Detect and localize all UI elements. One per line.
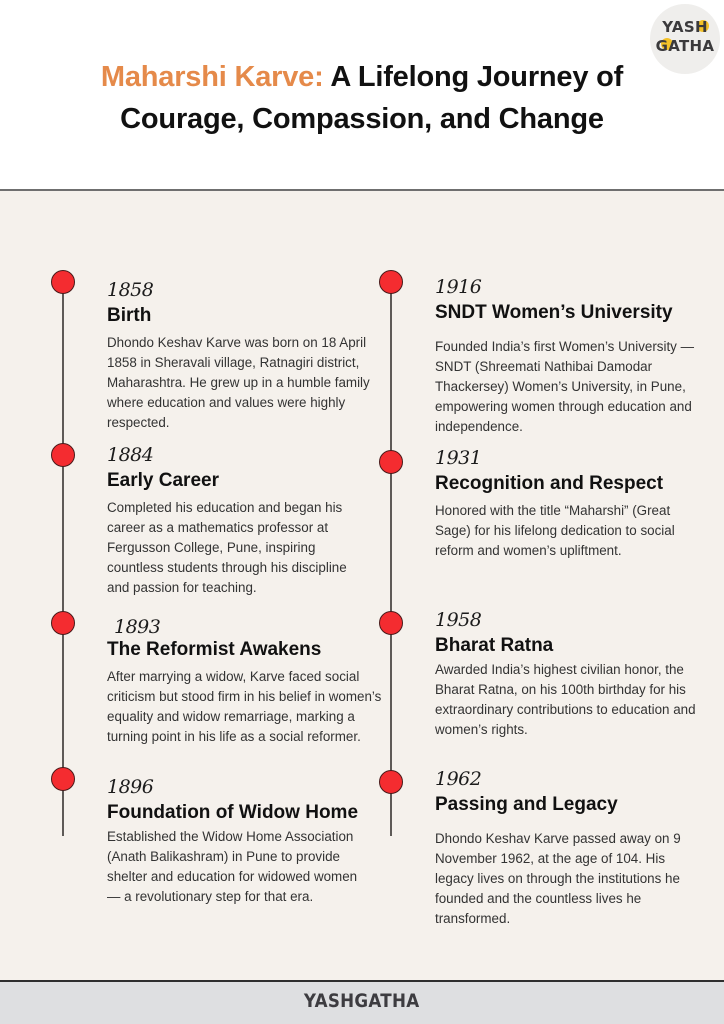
yashgatha-logo bbox=[650, 4, 720, 74]
event-description: Dhondo Keshav Karve was born on 18 April 1858 in Sheravali village, Ratnagiri district, Maharashtra. He grew up in a humble family where education and values were highly respected. bbox=[107, 335, 370, 430]
header bbox=[0, 0, 724, 189]
timeline-marker bbox=[379, 450, 403, 474]
event-title: Passing and Legacy bbox=[435, 794, 618, 815]
timeline-event-1931 bbox=[435, 447, 695, 561]
timeline-event-1858 bbox=[107, 279, 377, 433]
event-year: 1931 bbox=[435, 447, 482, 469]
timeline-event-1958 bbox=[435, 609, 715, 740]
logo-line2: GATHA bbox=[655, 37, 715, 55]
footer bbox=[0, 982, 724, 1024]
title-accent: Maharshi Karve: bbox=[100, 61, 324, 93]
event-year: 1884 bbox=[107, 444, 154, 466]
timeline-event-1884 bbox=[107, 444, 372, 598]
timeline-event-1893 bbox=[107, 616, 382, 747]
timeline-line-right bbox=[390, 282, 392, 836]
timeline-marker bbox=[379, 270, 403, 294]
event-description: Honored with the title “Maharshi” (Great Sage) for his lifelong dedication to social reform and women’s upliftment. bbox=[435, 503, 675, 558]
footer-brand: YASHGATHA bbox=[304, 990, 420, 1012]
title-rest: A Lifelong Journey of bbox=[323, 61, 624, 93]
timeline-event-1896 bbox=[107, 776, 372, 907]
event-description: Dhondo Keshav Karve passed away on 9 November 1962, at the age of 104. His legacy lives on through the institutions he founded and the countless lives he transformed. bbox=[435, 831, 681, 926]
event-year: 1896 bbox=[107, 776, 154, 798]
event-title: Bharat Ratna bbox=[435, 635, 554, 656]
timeline-marker bbox=[51, 270, 75, 294]
timeline-content bbox=[0, 191, 724, 980]
event-description: Completed his education and began his career as a mathematics professor at Fergusson College, Pune, inspiring countless students through his discipline and passion for teaching. bbox=[107, 500, 347, 595]
timeline-event-1962 bbox=[435, 768, 705, 929]
timeline-marker bbox=[51, 611, 75, 635]
event-title: SNDT Women’s University bbox=[435, 302, 673, 323]
event-description: After marrying a widow, Karve faced social criticism but stood firm in his belief in women’s equality and widow remarriage, marking a turning point in his life as a social reformer. bbox=[107, 669, 382, 744]
event-title: Foundation of Widow Home bbox=[107, 802, 359, 823]
timeline-marker bbox=[51, 767, 75, 791]
logo-line1: YASH bbox=[662, 18, 708, 36]
event-title: The Reformist Awakens bbox=[107, 639, 322, 660]
event-year: 1962 bbox=[435, 768, 482, 790]
timeline-marker bbox=[379, 611, 403, 635]
timeline-event-1916 bbox=[435, 276, 705, 437]
page-title bbox=[0, 56, 724, 140]
event-description: Awarded India’s highest civilian honor, the Bharat Ratna, on his 100th birthday for his extraordinary contributions to education and women’s rights. bbox=[435, 662, 696, 737]
event-title: Birth bbox=[107, 305, 152, 326]
event-year: 1893 bbox=[114, 616, 161, 638]
timeline-marker bbox=[379, 770, 403, 794]
title-line2: Courage, Compassion, and Change bbox=[120, 103, 604, 135]
timeline-line-left bbox=[62, 282, 64, 836]
event-title: Early Career bbox=[107, 470, 219, 491]
event-description: Founded India’s first Women’s University — SNDT (Shreemati Nathibai Damodar Thackersey) Women’s University, in Pune, empowering women through education and independence. bbox=[435, 339, 694, 434]
event-description: Established the Widow Home Association (Anath Balikashram) in Pune to provide shelter and education for widowed women — a revolutionary step for that era. bbox=[107, 829, 358, 904]
event-year: 1858 bbox=[107, 279, 154, 301]
timeline-marker bbox=[51, 443, 75, 467]
event-year: 1916 bbox=[435, 276, 482, 298]
event-year: 1958 bbox=[435, 609, 482, 631]
event-title: Recognition and Respect bbox=[435, 473, 664, 494]
